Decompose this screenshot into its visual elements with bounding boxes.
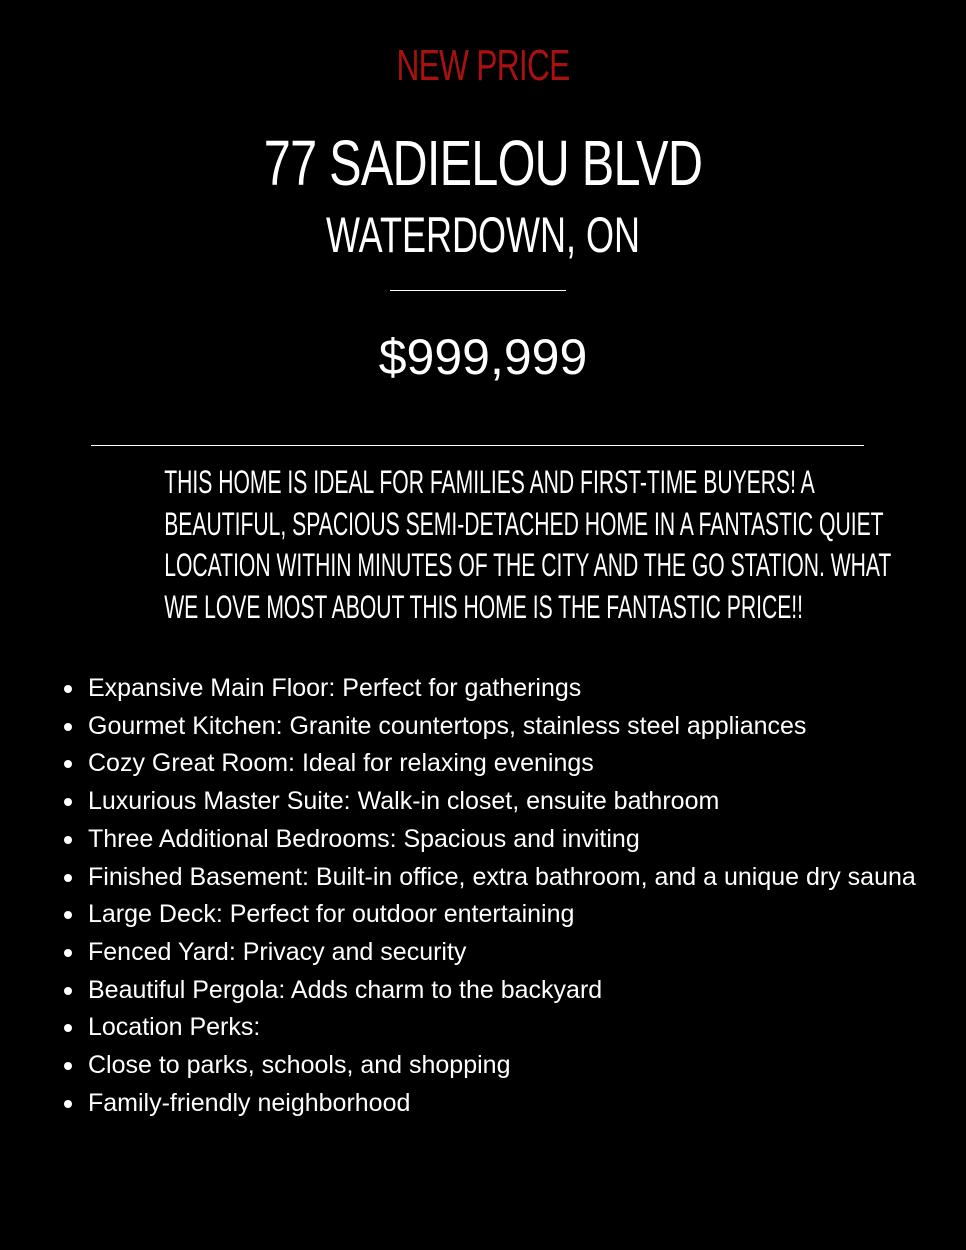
feature-text: Location Perks: [88, 1013, 261, 1042]
bullet-icon [64, 949, 72, 957]
feature-list [88, 670, 928, 1122]
list-item [88, 934, 928, 972]
bullet-icon [64, 685, 72, 693]
feature-text: Gourmet Kitchen: Granite countertops, stainless steel appliances [88, 711, 807, 740]
bullet-icon [64, 1062, 72, 1070]
feature-text: Fenced Yard: Privacy and security [88, 937, 467, 966]
list-item [88, 783, 928, 821]
description-line: THIS HOME IS IDEAL FOR FAMILIES AND FIRST-TIME BUYERS! A [164, 464, 815, 500]
list-item [88, 896, 928, 934]
bullet-icon [64, 1100, 72, 1108]
long-divider [91, 445, 864, 446]
bullet-icon [64, 1024, 72, 1032]
feature-text: Three Additional Bedrooms: Spacious and inviting [88, 824, 640, 853]
feature-text: Large Deck: Perfect for outdoor entertaining [88, 900, 575, 929]
list-item [88, 972, 928, 1010]
bullet-icon [64, 987, 72, 995]
description [0, 462, 966, 628]
bullet-icon [64, 911, 72, 919]
feature-text: Family-friendly neighborhood [88, 1088, 411, 1117]
listing-price: $999,999 [378, 329, 588, 385]
list-item [88, 1085, 928, 1123]
list-item [88, 708, 928, 746]
list-item [88, 670, 928, 708]
list-item [88, 1047, 928, 1085]
list-item [88, 745, 928, 783]
feature-text: Cozy Great Room: Ideal for relaxing evenings [88, 749, 594, 778]
city-province: WATERDOWN, ON [326, 207, 640, 263]
street-address: 77 SADIELOU BLVD [263, 127, 703, 199]
description-line: LOCATION WITHIN MINUTES OF THE CITY AND THE GO STATION. WHAT [164, 547, 892, 583]
feature-text: Finished Basement: Built-in office, extra bathroom, and a unique dry sauna [88, 862, 916, 891]
short-divider [390, 290, 566, 291]
list-item [88, 859, 928, 897]
description-line: BEAUTIFUL, SPACIOUS SEMI-DETACHED HOME IN A FANTASTIC QUIET [164, 505, 884, 542]
feature-text: Close to parks, schools, and shopping [88, 1051, 511, 1080]
new-price-banner: NEW PRICE [396, 41, 570, 90]
feature-text: Beautiful Pergola: Adds charm to the backyard [88, 975, 603, 1004]
feature-text: Luxurious Master Suite: Walk-in closet, ensuite bathroom [88, 787, 720, 816]
bullet-icon [64, 798, 72, 806]
list-item [88, 1009, 928, 1047]
bullet-icon [64, 723, 72, 731]
feature-text: Expansive Main Floor: Perfect for gatherings [88, 674, 582, 702]
description-line: WE LOVE MOST ABOUT THIS HOME IS THE FANTASTIC PRICE!! [164, 588, 804, 625]
bullet-icon [64, 874, 72, 882]
bullet-icon [64, 836, 72, 844]
bullet-icon [64, 760, 72, 768]
list-item [88, 821, 928, 859]
